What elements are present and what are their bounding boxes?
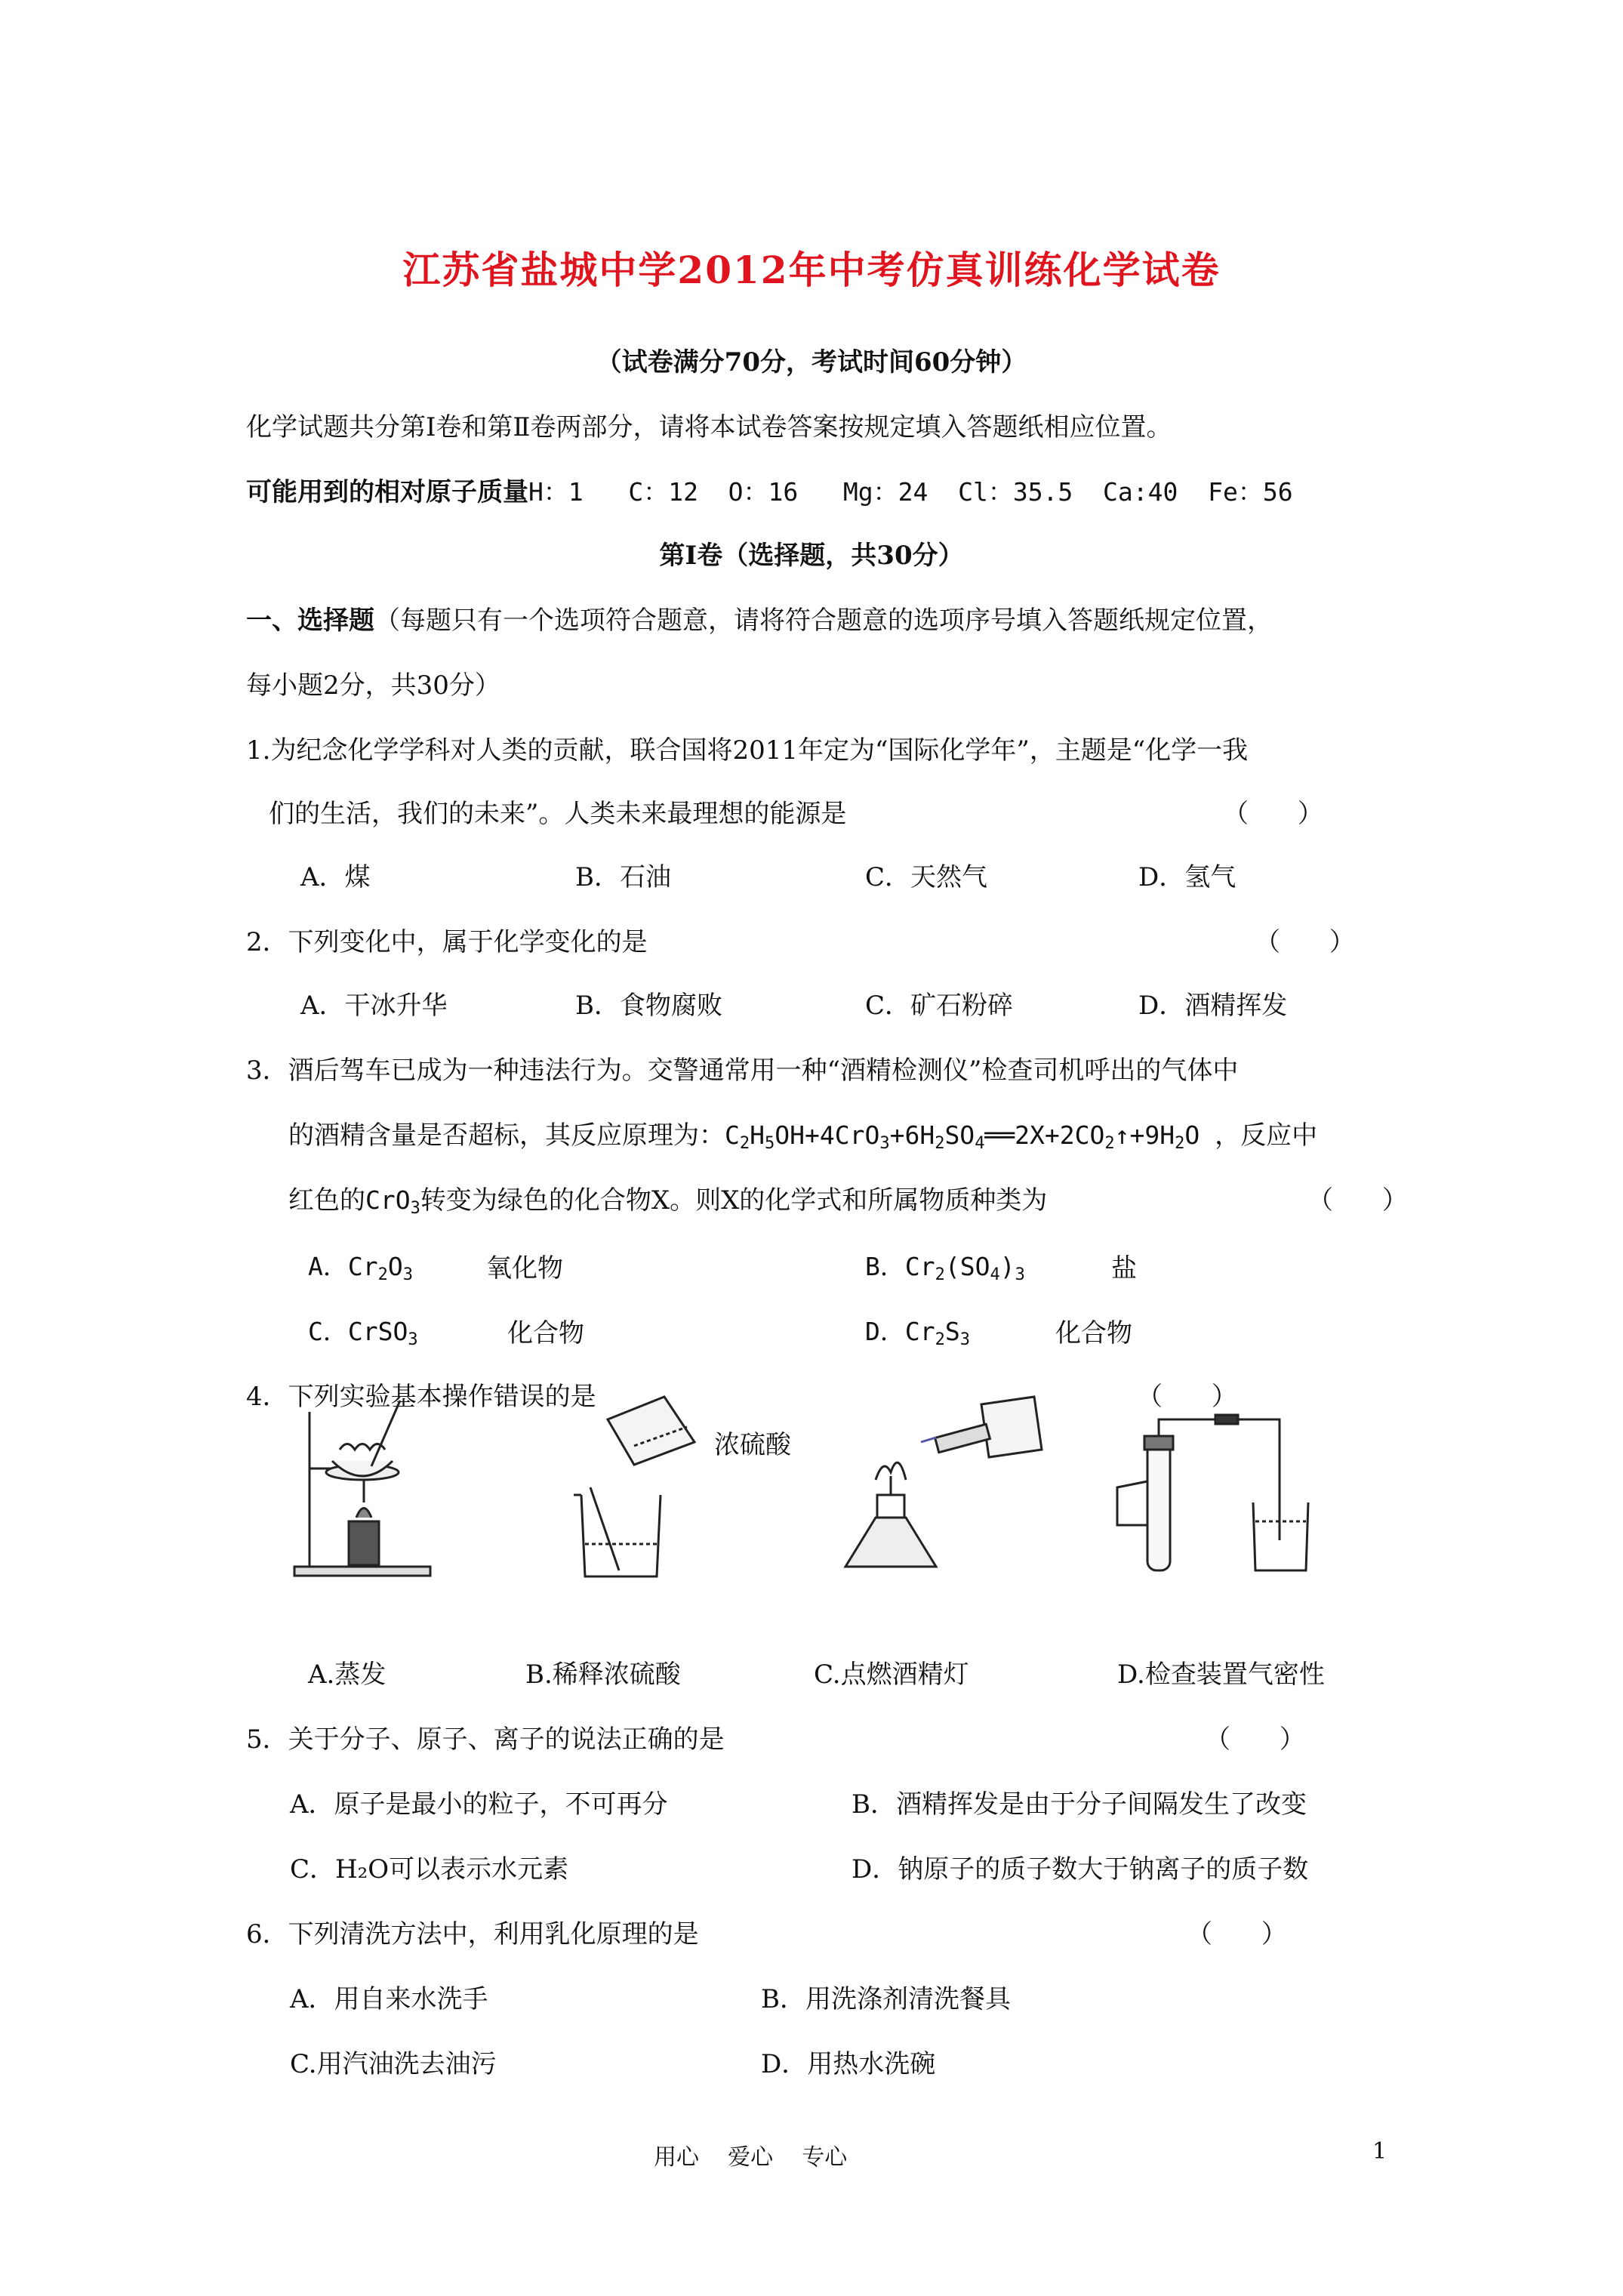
q5-option-b: B．酒精挥发是由于分子间隔发生了改变 [852,1789,1307,1820]
q4-caption-a: A.蒸发 [308,1660,387,1690]
q1-option-c: C．天然气 [865,862,988,892]
q5-stem: 5．关于分子、原子、离子的说法正确的是 [246,1724,725,1755]
q4-caption-c: C.点燃酒精灯 [814,1660,969,1690]
q1-answer-paren: （ ） [1223,799,1323,829]
page-title: 江苏省盐城中学2012年中考仿真训练化学试卷 [402,248,1221,292]
q2-option-a: A．干冰升华 [300,991,448,1021]
q2-option-c: C．矿石粉碎 [865,991,1014,1021]
q6-answer-paren: （ ） [1187,1919,1287,1949]
q6-stem: 6．下列清洗方法中，利用乳化原理的是 [246,1919,699,1949]
footer-motto: 用心 爱心 专心 [654,2144,848,2171]
atomic-mass-label: 可能用到的相对原子质量 [246,477,528,507]
q3-option-a: A．$Cr_2O_3$ [308,1252,413,1284]
q1-option-a: A．煤 [300,862,371,892]
evaporation-figure [287,1397,453,1586]
q1-stem-line2: 们的生活，我们的未来”。人类未来最理想的能源是 [269,799,847,829]
sulfuric-acid-label: 浓硫酸 [714,1430,791,1460]
q1-stem-line1: 1.为纪念化学学科对人类的贡献，联合国将2011年定为“国际化学年”，主题是“化学一我 [246,735,1249,766]
q3-line2-end: ，反应中 [1215,1120,1318,1151]
q3-option-c: C．CrSO$_3$ [308,1317,418,1349]
atomic-mass-values: H：1 C：12 O：16 Mg：24 Cl：35.5 Ca:40 Fe：56 [528,477,1293,507]
q6-option-d: D．用热水洗碗 [761,2049,936,2079]
q3-line2-text: 的酒精含量是否超标，其反应原理为： [288,1120,725,1151]
section1-line1 [246,599,1273,636]
q5-option-c: C．H₂O可以表示水元素 [290,1854,569,1885]
part1-heading: 第Ⅰ卷（选择题，共30分） [659,541,964,571]
q6-option-a: A．用自来水洗手 [290,1984,488,2014]
q3-option-b: B．$Cr_2(SO_4)_3$ [865,1252,1025,1284]
q4-stem: 4．下列实验基本操作错误的是 [246,1382,596,1412]
reaction-equation: $C_2H_5OH+4CrO_3+6H_2SO_4══2X+2CO_2↑+9H_2O$ [725,1120,1215,1153]
q2-option-b: B．食物腐败 [575,991,722,1021]
exam-info: （试卷满分70分，考试时间60分钟） [596,347,1027,378]
q3-stem-line2 [288,1114,1317,1151]
q4-answer-paren: （ ） [1137,1382,1237,1412]
section1-desc2: 每小题2分，共30分） [246,670,500,701]
section1-desc: （每题只有一个选项符合题意，请将符合题意的选项序号填入答题纸规定位置， [374,606,1273,636]
q1-option-b: B．石油 [575,862,671,892]
intro-text: 化学试题共分第Ⅰ卷和第Ⅱ卷两部分，请将本试卷答案按规定填入答题纸相应位置。 [246,412,1172,442]
airtightness-figure [1102,1397,1321,1586]
section1-label: 一、选择题 [246,606,374,636]
q4-caption-d: D.检查装置气密性 [1117,1660,1325,1690]
dilute-acid-figure [528,1382,770,1586]
q3-line3-post: 转变为绿色的化合物X。则X的化学式和所属物质种类为 [420,1185,1048,1216]
page-number: 1 [1372,2138,1387,2165]
q5-answer-paren: （ ） [1205,1724,1305,1755]
q1-option-d: D．氢气 [1138,862,1236,892]
q3-answer-paren: （ ） [1307,1185,1408,1216]
q6-option-c: C.用汽油洗去油污 [290,2049,497,2079]
q3-option-b-class: 盐 [1111,1253,1137,1284]
q3-stem-line1: 3．酒后驾车已成为一种违法行为。交警通常用一种“酒精检测仪”检查司机呼出的气体中 [246,1056,1239,1086]
atomic-mass-line [246,471,1293,508]
q5-option-a: A．原子是最小的粒子，不可再分 [290,1789,668,1820]
q3-option-d-class: 化合物 [1055,1318,1132,1348]
q3-option-c-class: 化合物 [507,1318,584,1348]
q6-option-b: B．用洗涤剂清洗餐具 [761,1984,1011,2014]
q5-option-d: D．钠原子的质子数大于钠离子的质子数 [852,1854,1309,1885]
q4-caption-b: B.稀释浓硫酸 [525,1660,681,1690]
q3-option-d: D．$Cr_2S_3$ [865,1317,970,1349]
cro3-formula: CrO$_3$ [365,1185,420,1218]
q3-option-a-class: 氧化物 [486,1253,563,1284]
q3-stem-line3 [288,1179,1047,1216]
q2-answer-paren: （ ） [1255,927,1355,957]
alcohol-lamp-figure [830,1389,1049,1586]
q3-line3-pre: 红色的 [288,1185,365,1216]
q2-option-d: D．酒精挥发 [1138,991,1288,1021]
q2-stem: 2．下列变化中，属于化学变化的是 [246,927,648,957]
